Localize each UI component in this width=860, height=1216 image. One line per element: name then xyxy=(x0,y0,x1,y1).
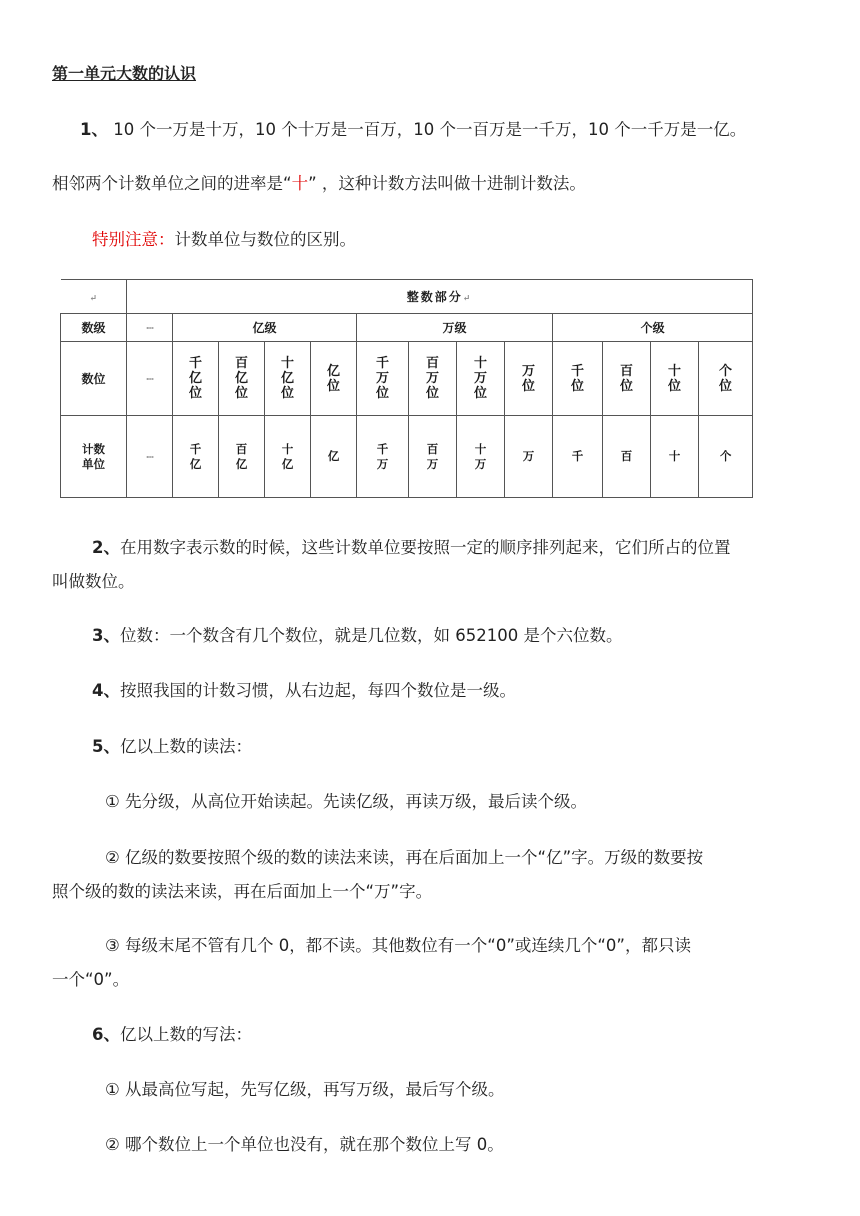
reading-rule-1: ① 先分级，从高位开始读起。先读亿级，再读万级，最后读个级。 xyxy=(105,792,588,811)
row-label-level: 数级 xyxy=(61,314,127,342)
paragraph-1 xyxy=(80,118,746,142)
paragraph-text: 按照我国的计数习惯，从右边起，每四个数位是一级。 xyxy=(119,681,516,700)
unit-cell: 百万 xyxy=(409,416,457,498)
item-number: 1、 xyxy=(80,120,108,139)
unit-cell: 个 xyxy=(699,416,753,498)
row-label-unit: 计数 单位 xyxy=(61,416,127,498)
reading-rule-3-cont: 一个“0”。 xyxy=(52,970,130,989)
unit-cell: 千 xyxy=(553,416,603,498)
paragraph-text: 在用数字表示数的时候，这些计数单位要按照一定的顺序排列起来，它们所占的位置 xyxy=(119,538,731,557)
position-cell: 十万位 xyxy=(457,342,505,416)
ellipsis-cell: ┈ xyxy=(127,314,173,342)
paragraph-text: 相邻两个计数单位之间的进率是“ xyxy=(52,174,292,193)
item-number: 2、 xyxy=(92,538,120,557)
position-cell: 十亿位 xyxy=(265,342,311,416)
position-cell: 百万位 xyxy=(409,342,457,416)
paragraph-2 xyxy=(92,536,730,560)
unit-cell: 十 xyxy=(651,416,699,498)
paragraph-3 xyxy=(92,624,622,648)
paragraph-text: 10 个一万是十万，10 个十万是一百万，10 个一百万是一千万，10 个一千万是一亿。 xyxy=(107,120,747,139)
paragraph-2-line-2: 叫做数位。 xyxy=(52,572,135,591)
ellipsis-cell: ┈ xyxy=(127,342,173,416)
unit-cell: 千亿 xyxy=(173,416,219,498)
unit-cell: 百 xyxy=(603,416,651,498)
ellipsis-cell: ┈ xyxy=(127,416,173,498)
reading-rule-2: ② 亿级的数要按照个级的数的读法来读，再在后面加上一个“亿”字。万级的数要按 xyxy=(105,848,704,867)
paragraph-text: ” ，这种计数方法叫做十进制计数法。 xyxy=(308,174,586,193)
item-number: 5、 xyxy=(92,737,120,756)
level-yi: 亿级 xyxy=(173,314,357,342)
level-wan: 万级 xyxy=(357,314,553,342)
paragraph-6 xyxy=(92,1023,252,1047)
position-cell: 百亿位 xyxy=(219,342,265,416)
position-cell: 个位 xyxy=(699,342,753,416)
writing-rule-2: ② 哪个数位上一个单位也没有，就在那个数位上写 0。 xyxy=(105,1135,504,1154)
item-number: 6、 xyxy=(92,1025,120,1044)
unit-cell: 万 xyxy=(505,416,553,498)
return-mark-icon: ↵ xyxy=(89,293,98,304)
paragraph-text: 亿以上数的读法： xyxy=(119,737,252,756)
highlight-ten: 十 xyxy=(291,174,309,193)
unit-cell: 千万 xyxy=(357,416,409,498)
row-label-position: 数位 xyxy=(61,342,127,416)
reading-rule-3: ③ 每级末尾不管有几个 0，都不读。其他数位有一个“0”或连续几个“0”，都只读 xyxy=(105,936,691,955)
unit-cell: 十万 xyxy=(457,416,505,498)
note-label: 特别注意： xyxy=(92,230,175,249)
note-text: 计数单位与数位的区别。 xyxy=(174,230,356,249)
position-cell: 百位 xyxy=(603,342,651,416)
table-header: 整数部分↵ xyxy=(127,280,753,314)
place-value-table xyxy=(60,279,752,497)
paragraph-5 xyxy=(92,735,252,759)
level-ge: 个级 xyxy=(553,314,753,342)
writing-rule-1: ① 从最高位写起，先写亿级，再写万级，最后写个级。 xyxy=(105,1080,505,1099)
position-cell: 千亿位 xyxy=(173,342,219,416)
unit-cell: 亿 xyxy=(311,416,357,498)
position-cell: 万位 xyxy=(505,342,553,416)
paragraph-4 xyxy=(92,679,516,703)
item-number: 4、 xyxy=(92,681,120,700)
item-number: 3、 xyxy=(92,626,120,645)
paragraph-1-line-2 xyxy=(52,172,586,196)
reading-rule-2-cont: 照个级的数的读法来读，再在后面加上一个“万”字。 xyxy=(52,882,433,901)
position-cell: 亿位 xyxy=(311,342,357,416)
unit-cell: 十亿 xyxy=(265,416,311,498)
page-title: 第一单元大数的认识 xyxy=(52,64,197,83)
position-cell: 十位 xyxy=(651,342,699,416)
special-note xyxy=(92,228,356,252)
unit-cell: 百亿 xyxy=(219,416,265,498)
position-cell: 千位 xyxy=(553,342,603,416)
position-cell: 千万位 xyxy=(357,342,409,416)
paragraph-text: 亿以上数的写法： xyxy=(119,1025,252,1044)
paragraph-text: 位数：一个数含有几个数位，就是几位数，如 652100 是个六位数。 xyxy=(119,626,623,645)
